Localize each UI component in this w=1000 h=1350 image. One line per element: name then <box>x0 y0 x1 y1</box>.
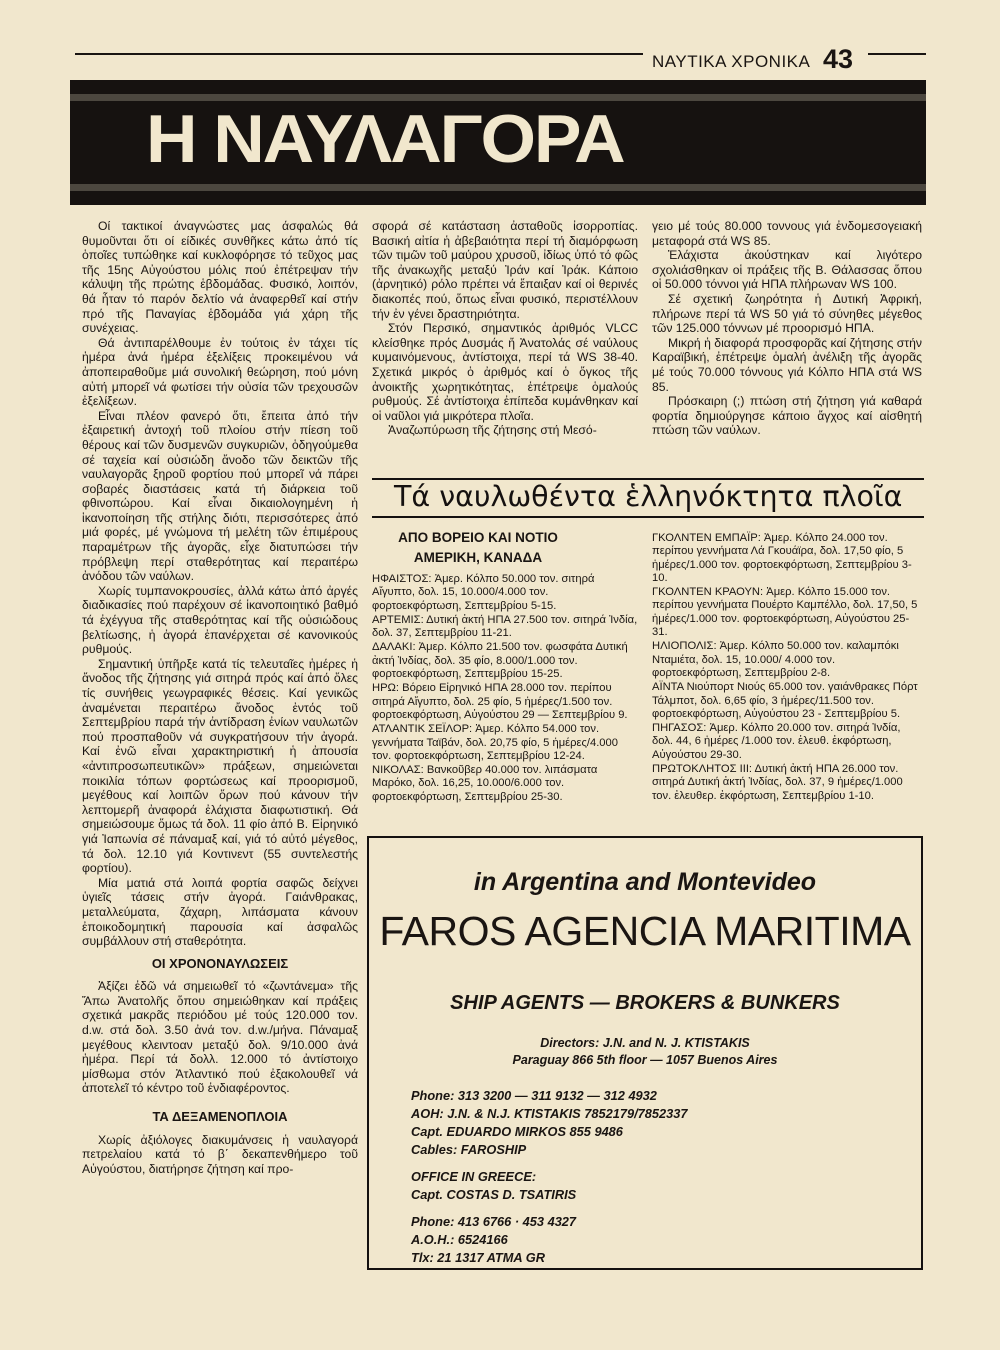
paragraph: Ἀξίζει ἐδῶ νά σημειωθεῖ τό «ζωντάνεμα» τῆς Ἄπω Ἀνατολῆς ὅπου σημειώθηκαν καί πράξεις σχετικά μακρᾶς περιόδου μέ τούς 120.000 τον. d.w. στά δολ. 3.50 ἀνά τον. d.w./μήνα. Πάναμαξ μεγέθους κλειντοαν μεταξύ δολ. 9/10.000 ἀνά ἡμέρα. Περί τά δολλ. 12.000 τό ἀντίστοιχο μίσθωμα στόν Ἀτλαντικό πού ἐξακολουθεῖ νά ἀποτελεῖ τό κέντρο τοῦ ἐνδιαφέροντος. <box>82 979 358 1096</box>
paragraph: Ἀναζωπύρωση τῆς ζήτησης στή Μεσό- <box>388 423 597 438</box>
ad-telex: Tlx: 21 1317 ATMA GR <box>411 1250 545 1265</box>
ad-location: in Argentina and Montevideo <box>473 868 817 896</box>
paragraph: Μία ματιά στά λοιπά φορτία σαφῶς δείχνει ὑγιεῖς τάσεις στήν ἀγορά. Γαιάνθρακας, μεταλλεύματα, ζάχαρη, λιπάσματα κάνουν ἐποικοδομητική παρουσία καί ἀσφαλῶς συμβάλλουν στή σταθερότητα. <box>82 875 358 949</box>
ship-entry: ΓΚΟΛΝΤΕΝ ΚΡΑΟΥΝ: Ἀμερ. Κόλπο 15.000 τον. περίπου γεννήματα Πουέρτο Καμπέλλο, δολ. 17,50, 5 ἡμέρες/1.000 τον. φορτοεκφόρτωση, Αὐγούστου 25-31. <box>652 586 918 639</box>
paragraph: Χωρίς τυμπανοκρουσίες, ἀλλά κάτω ἀπό ἀργές διαδικασίες πού παρέχουν σέ ἱκανοποιητικό βαθμό τά ἐχέγγυα τῆς σταθερότητας καί τῆς οὐσιώδους βελτίωσης, ἡ ἀγορά ἐπανέρχεται σέ κανονικούς ρυθμούς. <box>82 583 358 657</box>
paragraph: Πρόσκαιρη (;) πτώση στή ζήτηση γιά καθαρά φορτία δημιούργησε κάποιο ἄγχος καί αἰσθητή πτώση τῶν ναύλων. <box>652 394 922 438</box>
ad-phone: Phone: 313 3200 — 311 9132 — 312 4932 <box>411 1088 657 1103</box>
ad-directors: Directors: J.N. and N. J. KTISTAKIS <box>540 1036 750 1050</box>
ship-entry: ΑΡΤΕΜΙΣ: Δυτική ἀκτή ΗΠΑ 27.500 τον. σιτηρά Ἰνδία, δολ. 37, Σεπτεμβρίου 11-21. <box>372 613 638 640</box>
article-column-1 <box>82 219 358 1176</box>
paragraph: Χωρίς ἀξιόλογες διακυμάνσεις ἡ ναυλαγορά πετρελαίου κατά τό β΄ δεκαπενθήμερο τοῦ Αὐγούστου, διατήρησε ζήτηση καί προ- <box>82 1132 358 1176</box>
ship-entry: ΑΤΛΑΝΤΙΚ ΣΕΪΛΟΡ: Ἀμερ. Κόλπο 54.000 τον. γεννήματα Ταϊβάν, δολ. 20,75 φίο, 5 ἡμέρες/4.000 τον. φορτοεκφόρτωση, Σεπτεμβρίου 12-24. <box>372 723 618 762</box>
ad-address: Paraguay 866 5th floor — 1057 Buenos Aires <box>512 1053 778 1067</box>
article-column-2 <box>372 219 638 438</box>
section-rule-bottom <box>372 516 924 518</box>
ship-entry: ΗΦΑΙΣΤΟΣ: Ἀμερ. Κόλπο 50.000 τον. σιτηρά Αἴγυπτο, δολ. 15, 10.000/4.000 τον. φορτοεκφόρτωση, Σεπτεμβρίου 5-15. <box>372 573 595 612</box>
page-number: 43 <box>823 44 854 74</box>
ad-aoh: AOH: J.N. & N.J. KTISTAKIS 7852179/7852337 <box>411 1106 688 1121</box>
ad-office-aoh: A.O.H.: 6524166 <box>411 1232 508 1247</box>
banner-title: Η ΝΑΥΛΑΓΟΡΑ <box>146 101 624 177</box>
header-rule-right <box>868 53 926 55</box>
ship-list-right <box>652 532 922 804</box>
ship-entry: ΠΡΩΤΟΚΛΗΤΟΣ ΙΙΙ: Δυτική ἀκτή ΗΠΑ 26.000 τον. σιτηρά Δυτική ἀκτή Ἰνδίας, δολ. 37, 9 ἡμέρες/1.000 τον. ἐλευθερ. ἐκφόρτωση, Σεπτεμβρίου 1-10. <box>652 763 903 802</box>
ship-entry: ΓΚΟΛΝΤΕΝ ΕΜΠΑΪΡ: Ἀμερ. Κόλπο 24.000 τον. περίπου γεννήματα Λά Γκουάϊρα, δολ. 17,50 φίο, 5 ἡμέρες/1.000 τον. φορτοεκφόρτωση, Σεπτεμβρίου 3-10. <box>652 532 912 584</box>
ship-entry: ΑΪΝΤΑ Νιούπορτ Νιούς 65.000 τον. γαιάνθρακες Πόρτ Τάλμποτ, δολ. 6,65 φίο, 3 ἡμέρες/11.500 τον. φορτοεκφόρτωση, Αὐγούστου 23 - Σεπτεμβρίου 5. <box>652 681 918 720</box>
ad-cables: Cables: FAROSHIP <box>411 1142 527 1157</box>
chartered-ships-title: Τά ναυλωθέντα ἑλληνόκτητα πλοῖα <box>394 480 903 513</box>
article-column-3 <box>652 219 922 438</box>
paragraph: Ἐλάχιστα ἀκούστηκαν καί λιγότερο σχολιάσθηκαν οἱ πράξεις τῆς Β. Θάλασσας ὅπου οἱ 50.000 τόννοι γιά ΗΠΑ πλήρωναν WS 100. <box>652 248 922 292</box>
ship-entry: ΝΙΚΟΛΑΣ: Βανκοῦβερ 40.000 τον. λιπάσματα Μαρόκο, δολ. 16,25, 10.000/6.000 τον. φορτοεκφόρτωση, Σεπτεμβρίου 25-30. <box>372 764 598 803</box>
section-banner <box>70 80 926 205</box>
paragraph: Θά ἀντιπαρέλθουμε ἐν τούτοις ἐν τάχει τίς ἡμέρα ἀνά ἡμέρα ἐξελίξεις προκειμένου νά ἀποπειραθοῦμε μιά συνολική θεώρηση, πού μόνη αὐτή μπορεῖ νά φωτίσει τήν οὐσία τῶν τρεχουσῶν ἐξελίξεων. <box>82 335 358 409</box>
ad-company: FAROS AGENCIA MARITIMA <box>379 908 911 954</box>
col1-paragraphs <box>82 219 358 949</box>
subheading-tankers: ΤΑ ΔΕΞΑΜΕΝΟΠΛΟΙΑ <box>152 1109 288 1125</box>
ad-office-capt: Capt. COSTAS D. TSATIRIS <box>411 1187 577 1202</box>
paragraph: Εἶναι πλέον φανερό ὅτι, ἔπειτα ἀπό τήν ἐξαιρετική ἀντοχή τοῦ πλοίου στήν πίεση τοῦ θέρους καί τῶν δυσμενῶν συγκυριῶν, ὁδηγούμεθα σέ ταχεία καί οὐσιώδη ἄνοδο τῶν δεικτῶν τῆς ναυλαγορᾶς ξηροῦ φορτίου πού μπορεῖ νά πάρει σοβαρές διαστάσεις κατά τή διάρκεια τοῦ φθινοπώρου. Καί εἶναι δικαιολογημένη ἡ ἱκανοποίηση τῆς στήλης διότι, περισσότερες ἀπό μιά φορές, μέ γνώμονα τή μελέτη τῶν ἐπιμέρους παραμέτρων τῆς ἀγορᾶς, εἶχε διατυπώσει τήν πρόβλεψη περί σταθερότητας καί περαιτέρω ἀνόδου τῶν ναύλων. <box>82 408 358 584</box>
ad-services: SHIP AGENTS — BROKERS & BUNKERS <box>450 992 840 1014</box>
advertisement <box>367 836 923 1270</box>
ship-entry: ΗΡΩ: Βόρειο Εἰρηνικό ΗΠΑ 28.000 τον. περίπου σιτηρά Αἴγυπτο, δολ. 25 φίο, 5 ἡμέρες/1.500 τον. φορτοεκφόρτωση, Αὐγούστου 29 — Σεπτεμβρίου 9. <box>372 682 628 721</box>
magazine-name: ΝΑΥΤΙΚΑ ΧΡΟΝΙΚΑ <box>652 52 811 71</box>
paragraph: σφορά σέ κατάσταση ἀσταθοῦς ἰσορροπίας. Βασική αἰτία ἡ ἀβεβαιότητα περί τή διαμόρφωση τῶν τιμῶν τοῦ μαύρου χρυσοῦ, ἰδίως ὑπό τό φῶς τῆς ἀνακωχῆς μεταξύ Ἰράν καί Ἰράκ. Κάποιο (ἀρνητικό) ρόλο πρέπει νά ἔπαιξαν καί οἱ θερινές διακοπές πού, ὅπως εἶναι φυσικό, περιστέλλουν τήν ἐν γένει δραστηριότητα. <box>372 219 638 321</box>
ad-capt: Capt. EDUARDO MIRKOS 855 9486 <box>411 1124 623 1139</box>
paragraph: Στόν Περσικό, σημαντικός ἀριθμός VLCC κλείσθηκε πρός Δυσμάς ἤ Ἀνατολάς σέ ναύλους κυμαινόμενους, ἀντίστοιχα, περί τά WS 38-40. Σχετικά μικρός ὁ ἀριθμός καί ὁ ὄγκος τῆς ἀνοικτῆς χωρητικότητας, ἐπέτρεψε ὁμαλούς ρυθμούς. Σέ ἀντίστοιχα ἐπίπεδα κυμάνθηκαν καί οἱ ναῦλοι γιά μικρότερα πλοῖα. <box>372 321 638 423</box>
subheading-timecharters: ΟΙ ΧΡΟΝΟΝΑΥΛΩΣΕΙΣ <box>151 955 289 971</box>
paragraph: Σέ σχετική ζωηρότητα ἡ Δυτική Ἀφρική, πλήρωνε περί τά WS 50 γιά τό σύνηθες μέγεθος τῶν 125.000 τόννων μέ προορισμό ΗΠΑ. <box>652 291 922 336</box>
paragraph: Σημαντική ὑπῆρξε κατά τίς τελευταῖες ἡμέρες ἡ ἄνοδος τῆς ζήτησης γιά σιτηρά πρός καί ἀπό ὅλες τίς συνήθεις γεωγραφικές θέσεις. Καί γενικῶς ἀναμένεται περαιτέρω ἄνοδος ἐντός τοῦ Σεπτεμβρίου παρά τήν ἀντίδραση ἐνίων ναυλωτῶν πού προσπαθοῦν νά συγκρατήσουν τήν ἀγορά. Καί ἐνῶ εἶναι χαρακτηριστική ἡ ἀπουσία «ἀντιπροσωπευτικῶν» πράξεων, σημειώνεται ποικιλία τόπων φορτώσεως καί προορισμοῦ, μεγέθους καί λοιπῶν ὅρων πού κάνουν τήν λεπτομερῆ ἀναφορά ἐλάχιστα διαφωτιστική. Θά σημειώσουμε ὅμως τά δολ. 11 φίο ἀπό Β. Εἰρηνικό γιά Ἰαπωνία σέ πάναμαξ καί, γιά τό αὐτό μέγεθος, τά δολ. 12.10 γιά Κοντινεντ (55 συντελεστής φορτίου). <box>82 656 358 876</box>
paragraph: γειο μέ τούς 80.000 τοννους γιά ἐνδομεσογειακή μεταφορά στά WS 85. <box>652 219 922 248</box>
header-rule-left <box>75 53 643 55</box>
ship-list-left <box>372 573 638 805</box>
ship-entry: ΠΗΓΑΣΟΣ: Ἀμερ. Κόλπο 20.000 τον. σιτηρά Ἰνδία, δολ. 44, 6 ἡμέρες /1.000 τον. ἐλευθ. ἐκφόρτωση, Αὐγούστου 29-30. <box>652 722 901 761</box>
ship-entry: ΗΛΙΟΠΟΛΙΣ: Ἀμερ. Κόλπο 50.000 τον. καλαμπόκι Νταμιέτα, δολ. 15, 10.000/ 4.000 τον. φορτοεκφόρτωση, Σεπτεμβρίου 2-8. <box>652 640 899 679</box>
ad-office-phone: Phone: 413 6766 · 453 4327 <box>411 1214 577 1229</box>
region-heading: ΑΠΟ ΒΟΡΕΙΟ ΚΑΙ ΝΟΤΙΟ ΑΜΕΡΙΚΗ, ΚΑΝΑΔΑ <box>398 530 558 565</box>
ship-entry: ΔΑΛΑΚΙ: Ἀμερ. Κόλπο 21.500 τον. φωσφάτα Δυτική ἀκτή Ἰνδίας, δολ. 35 φίο, 8.000/1.000 τον. φορτοεκφόρτωση, Σεπτεμβρίου 15-25. <box>372 641 628 681</box>
paragraph: Μικρή ἡ διαφορά προσφορᾶς καί ζήτησης στήν Καραϊβική, ἐπέτρεψε ὁμαλή ἀνέλιξη τῆς ἀγορᾶς μέ τούς 70.000 τόννους γιά Κόλπο ΗΠΑ στά WS 85. <box>652 335 922 394</box>
ad-office: OFFICE IN GREECE: <box>411 1169 537 1184</box>
paragraph: Οί τακτικοί άναγνώστες μας άσφαλώς θά θυμοῦνται ὅτι οί είδικές συνθῆκες κάτω ἀπό τίς ὁποῖες τυπώθηκε καί κυκλοφόρησε τό τεῦχος μας τῆς 15ης Αὐγούστου μόλις πού ἐπέτρεψαν τήν κάλυψη τῆς πρώτης ἑβδομάδας. Φυσικό, λοιπόν, θά ἦταν τό παρόν δελτίο νά ἀναφερθεῖ καί στήν πρό τῆς Παναγίας ἑβδομάδα γιά χάρη τῆς συνέχειας. <box>82 219 358 336</box>
